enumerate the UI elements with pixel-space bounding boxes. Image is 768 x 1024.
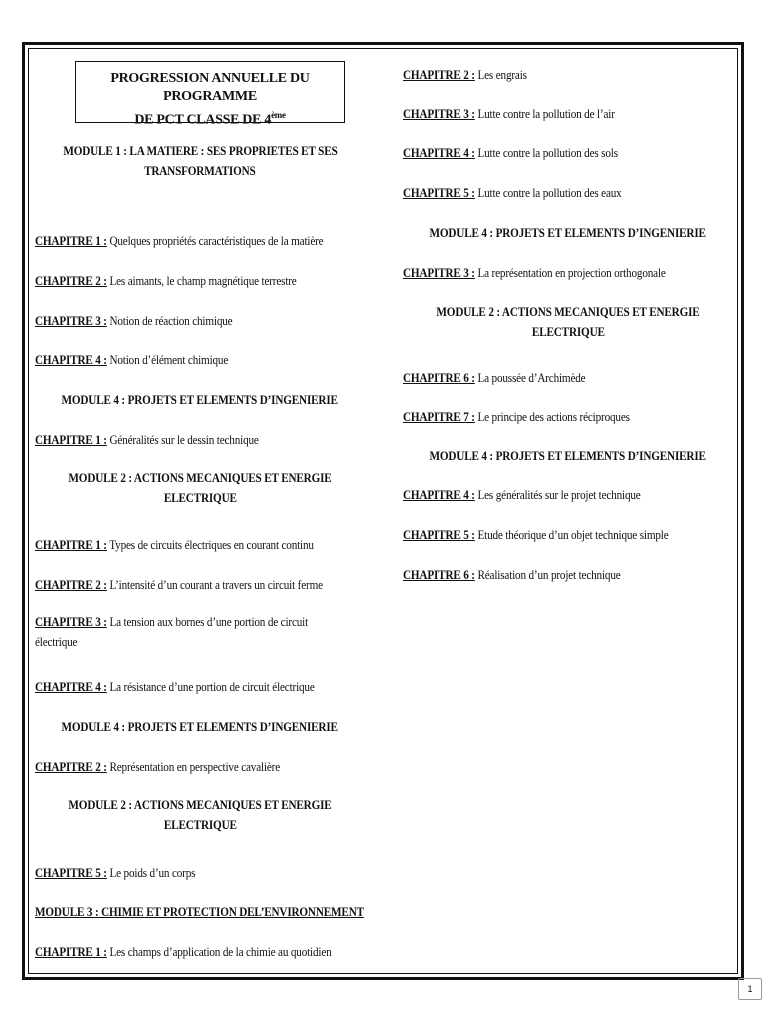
chapter-title: Les généralités sur le projet technique — [474, 487, 641, 502]
chapter-title: Notion d’élément chimique — [106, 352, 229, 367]
chapter-label: CHAPITRE 2 : — [35, 273, 107, 288]
chapter-label: CHAPITRE 3 : — [403, 265, 475, 280]
chapter-title: Notion de réaction chimique — [106, 313, 233, 328]
chapter-title: Généralités sur le dessin technique — [106, 432, 259, 447]
right-module-heading — [403, 223, 733, 243]
left-module-heading — [35, 717, 365, 737]
chapter-title: Les champs d’application de la chimie au quotidien — [106, 944, 332, 959]
module-heading-line: MODULE 4 : PROJETS ET ELEMENTS D’INGENIERIE — [429, 225, 707, 240]
right-chapter-entry — [403, 485, 733, 505]
left-chapter-entry — [35, 612, 365, 652]
chapter-label: CHAPITRE 1 : — [35, 944, 107, 959]
left-chapter-entry — [35, 271, 365, 291]
page-frame — [22, 42, 744, 980]
chapter-label: CHAPITRE 5 : — [403, 527, 475, 542]
module-heading-line: ELECTRIQUE — [531, 324, 605, 339]
module-heading-line: MODULE 2 : ACTIONS MECANIQUES ET ENERGIE — [68, 470, 332, 485]
left-chapter-entry — [35, 677, 365, 697]
chapter-title: La résistance d’une portion de circuit électrique — [106, 679, 315, 694]
chapter-title: Lutte contre la pollution de l’air — [474, 106, 615, 121]
chapter-label: CHAPITRE 2 : — [35, 577, 107, 592]
chapter-title: Le principe des actions réciproques — [474, 409, 630, 424]
chapter-label: CHAPITRE 5 : — [403, 185, 475, 200]
chapter-label: MODULE 3 : CHIMIE ET PROTECTION DEL’ENVIRONNEMENT — [35, 904, 364, 919]
module-heading-line: MODULE 4 : PROJETS ET ELEMENTS D’INGENIERIE — [61, 392, 339, 407]
left-module-heading — [35, 795, 365, 835]
right-chapter-entry — [403, 368, 733, 388]
right-chapter-entry — [403, 525, 733, 545]
left-chapter-entry — [35, 311, 365, 331]
chapter-label: CHAPITRE 1 : — [35, 537, 107, 552]
chapter-label: CHAPITRE 3 : — [35, 313, 107, 328]
chapter-label: CHAPITRE 4 : — [403, 487, 475, 502]
right-chapter-entry — [403, 565, 733, 585]
chapter-title: Les engrais — [474, 67, 527, 82]
right-module-heading — [403, 302, 733, 342]
title-line-1: PROGRESSION ANNUELLE DU PROGRAMME — [110, 71, 310, 104]
chapter-title: La tension aux bornes d’une portion de circuit — [106, 614, 309, 629]
chapter-label: CHAPITRE 4 : — [35, 679, 107, 694]
chapter-label: CHAPITRE 7 : — [403, 409, 475, 424]
module-heading-line: MODULE 1 : LA MATIERE : SES PROPRIETES ET SES — [62, 143, 338, 158]
chapter-label: CHAPITRE 6 : — [403, 567, 475, 582]
chapter-title: Etude théorique d’un objet technique simple — [474, 527, 669, 542]
module-heading-line: ELECTRIQUE — [163, 817, 237, 832]
document-title — [75, 61, 345, 128]
left-chapter-entry — [35, 231, 365, 251]
right-chapter-entry — [403, 65, 733, 85]
chapter-title: Représentation en perspective cavalière — [106, 759, 281, 774]
page-number: 1 — [738, 978, 762, 1000]
left-chapter-entry — [35, 350, 365, 370]
chapter-title-continuation: électrique — [35, 634, 78, 649]
left-module-heading — [35, 141, 365, 181]
right-chapter-entry — [403, 263, 733, 283]
module-heading-line: ELECTRIQUE — [163, 490, 237, 505]
chapter-label: CHAPITRE 2 : — [403, 67, 475, 82]
right-chapter-entry — [403, 143, 733, 163]
right-chapter-entry — [403, 407, 733, 427]
right-chapter-entry — [403, 183, 733, 203]
chapter-title: La poussée d’Archimède — [474, 370, 586, 385]
title-line-2: DE PCT CLASSE DE 4 — [134, 112, 272, 128]
chapter-title: Lutte contre la pollution des eaux — [474, 185, 622, 200]
chapter-label: CHAPITRE 1 : — [35, 233, 107, 248]
chapter-label: CHAPITRE 2 : — [35, 759, 107, 774]
left-module-heading — [35, 468, 365, 508]
module-heading-line: MODULE 4 : PROJETS ET ELEMENTS D’INGENIERIE — [429, 448, 707, 463]
title-superscript: ème — [271, 110, 286, 120]
chapter-title: Lutte contre la pollution des sols — [474, 145, 618, 160]
module-heading-line: MODULE 2 : ACTIONS MECANIQUES ET ENERGIE — [436, 304, 700, 319]
chapter-title: Le poids d’un corps — [106, 865, 196, 880]
chapter-label: CHAPITRE 3 : — [403, 106, 475, 121]
chapter-title: Réalisation d’un projet technique — [474, 567, 621, 582]
chapter-label: CHAPITRE 4 : — [35, 352, 107, 367]
chapter-label: CHAPITRE 6 : — [403, 370, 475, 385]
module-heading-line: MODULE 2 : ACTIONS MECANIQUES ET ENERGIE — [68, 797, 332, 812]
chapter-label: CHAPITRE 5 : — [35, 865, 107, 880]
left-chapter-entry — [35, 535, 365, 555]
chapter-title: Quelques propriétés caractéristiques de la matière — [106, 233, 324, 248]
module-heading-line: MODULE 4 : PROJETS ET ELEMENTS D’INGENIERIE — [61, 719, 339, 734]
left-chapter-entry — [35, 863, 365, 883]
chapter-label: CHAPITRE 1 : — [35, 432, 107, 447]
right-module-heading — [403, 446, 733, 466]
module-heading-line: TRANSFORMATIONS — [144, 163, 256, 178]
chapter-title: Types de circuits électriques en courant continu — [106, 537, 314, 552]
chapter-title: La représentation en projection orthogonale — [474, 265, 666, 280]
chapter-title: L’intensité d’un courant a travers un circuit ferme — [106, 577, 323, 592]
chapter-label: CHAPITRE 3 : — [35, 614, 107, 629]
left-chapter-entry — [35, 575, 365, 595]
right-chapter-entry — [403, 104, 733, 124]
left-chapter-entry — [35, 430, 365, 450]
chapter-label: CHAPITRE 4 : — [403, 145, 475, 160]
chapter-title: Les aimants, le champ magnétique terrestre — [106, 273, 297, 288]
left-chapter-entry — [35, 757, 365, 777]
left-module-heading — [35, 390, 365, 410]
left-chapter-entry — [35, 942, 365, 962]
left-chapter-entry — [35, 902, 365, 922]
